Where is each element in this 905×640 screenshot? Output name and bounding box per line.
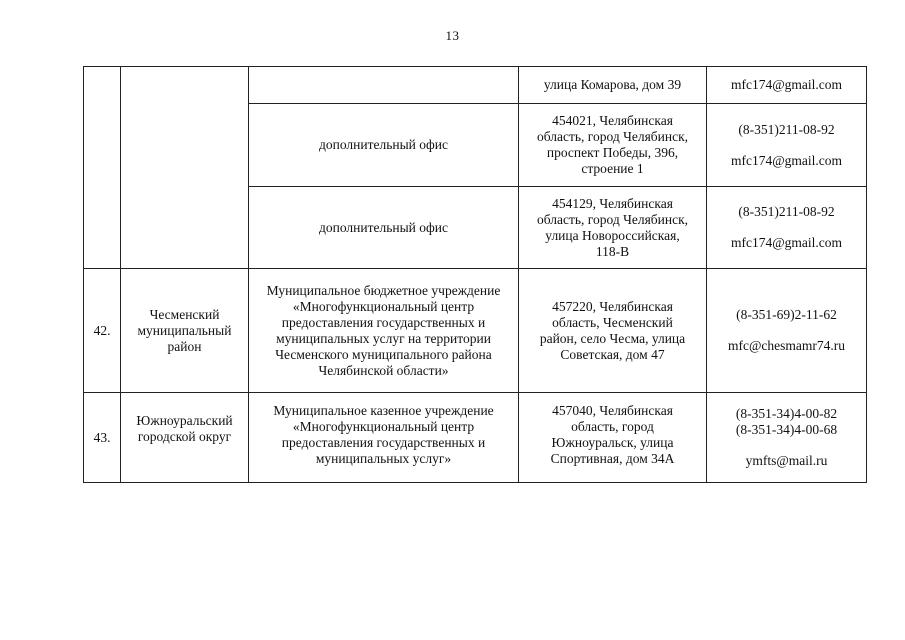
- email-text: mfc174@gmail.com: [730, 77, 843, 92]
- address-line: область, город Челябинск,: [536, 129, 689, 144]
- org-line: дополнительный офис: [319, 219, 448, 235]
- table-row: [84, 269, 867, 393]
- address-line: область, город Челябинск,: [536, 211, 689, 227]
- address-cell: [519, 393, 707, 483]
- org-cell: [249, 104, 519, 187]
- address-line: 457040, Челябинская: [552, 403, 673, 418]
- email-text: mfc174@gmail.com: [730, 235, 843, 250]
- phone-text: (8-351-69)2-11-62: [736, 307, 837, 322]
- org-line: Муниципальное бюджетное учреждение: [266, 282, 501, 298]
- address-line: Советская, дом 47: [560, 346, 665, 362]
- org-line: предоставления государственных и: [281, 435, 486, 450]
- district-cell: [121, 67, 249, 269]
- org-line: предоставления государственных и: [281, 314, 486, 330]
- address-cell: [519, 269, 707, 393]
- district-line: городской округ: [137, 429, 232, 444]
- phone-text: (8-351)211-08-92: [738, 204, 835, 219]
- address-line: область, город: [571, 419, 654, 434]
- org-line: муниципальных услуг на территории: [276, 330, 491, 346]
- email-text: ymfts@mail.ru: [745, 453, 828, 468]
- address-cell: [519, 104, 707, 187]
- address-line: 454129, Челябинская: [552, 195, 673, 211]
- address-line: строение 1: [581, 161, 644, 176]
- page-number: 13: [445, 28, 460, 43]
- contacts-cell: [707, 104, 867, 187]
- address-line: Спортивная, дом 34А: [550, 451, 675, 466]
- row-number: 43.: [93, 429, 111, 445]
- address-line: улица Комарова, дом 39: [543, 77, 682, 92]
- org-line: Челябинской области»: [318, 362, 449, 378]
- table-row: [84, 67, 867, 104]
- org-line: «Многофункциональный центр: [292, 298, 475, 314]
- org-cell: [249, 187, 519, 269]
- address-line: Южноуральск, улица: [551, 435, 674, 450]
- district-line: муниципальный: [137, 322, 232, 338]
- address-line: 454021, Челябинская: [552, 113, 673, 128]
- district-line: Южноуральский: [136, 413, 233, 428]
- table-row: [84, 393, 867, 483]
- phone-text: (8-351-34)4-00-68: [735, 422, 838, 437]
- org-line: Чесменского муниципального района: [275, 346, 492, 362]
- address-line: область, Чесменский: [552, 314, 673, 330]
- contacts-cell: [707, 393, 867, 483]
- org-cell: [249, 269, 519, 393]
- org-cell: [249, 67, 519, 104]
- address-cell: [519, 67, 707, 104]
- contacts-cell: [707, 187, 867, 269]
- row-number-cell: [84, 393, 121, 483]
- district-cell: [121, 393, 249, 483]
- row-number: 42.: [93, 322, 111, 338]
- email-text: mfc174@gmail.com: [730, 152, 843, 168]
- email-text: mfc@chesmamr74.ru: [727, 338, 846, 353]
- address-line: проспект Победы, 396,: [546, 145, 679, 160]
- address-line: 118-В: [595, 243, 630, 259]
- address-cell: [519, 187, 707, 269]
- contacts-cell: [707, 67, 867, 104]
- contacts-cell: [707, 269, 867, 393]
- address-line: 457220, Челябинская: [552, 298, 673, 314]
- org-cell: [249, 393, 519, 483]
- org-line: «Многофункциональный центр: [292, 419, 475, 434]
- address-line: район, село Чесма, улица: [539, 330, 686, 346]
- org-line: Муниципальное казенное учреждение: [273, 403, 494, 418]
- org-line: дополнительный офис: [319, 137, 448, 152]
- district-cell: [121, 269, 249, 393]
- row-number-cell: [84, 67, 121, 269]
- district-line: район: [167, 338, 202, 354]
- mfc-table: [83, 66, 867, 483]
- phone-text: (8-351)211-08-92: [738, 121, 835, 137]
- phone-text: (8-351-34)4-00-82: [735, 406, 838, 421]
- org-line: муниципальных услуг»: [315, 451, 452, 466]
- address-line: улица Новороссийская,: [545, 227, 680, 243]
- district-line: Чесменский: [149, 306, 220, 322]
- row-number-cell: [84, 269, 121, 393]
